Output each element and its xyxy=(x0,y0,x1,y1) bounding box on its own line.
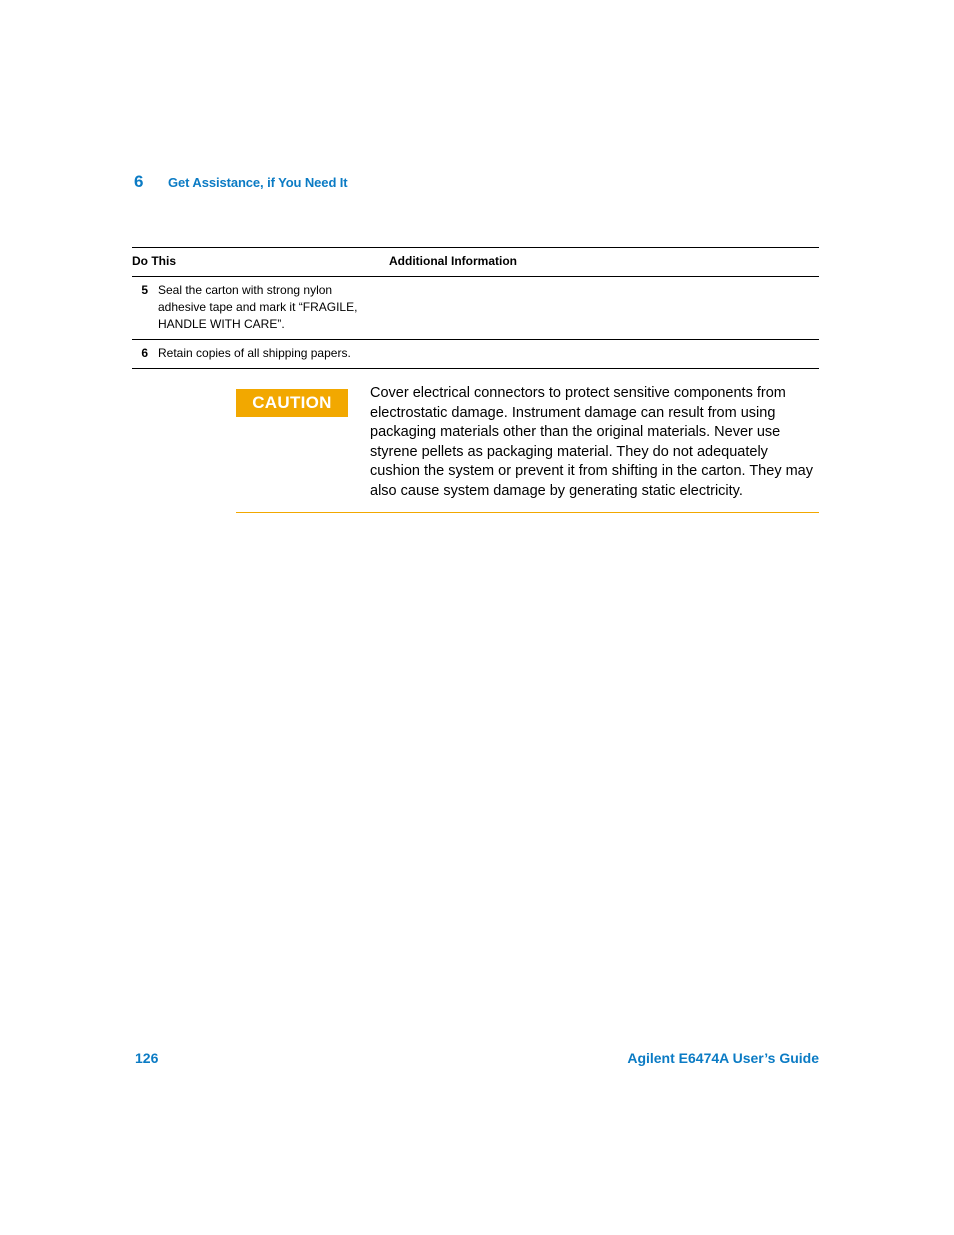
step-number: 5 xyxy=(141,283,148,297)
step-number: 6 xyxy=(141,346,148,360)
info-cell xyxy=(389,340,819,369)
chapter-title: Get Assistance, if You Need It xyxy=(168,175,348,190)
step-text: Seal the carton with strong nylon adhesive tape and mark it “FRAGILE, HANDLE WITH CARE”. xyxy=(158,283,358,331)
table-row xyxy=(132,277,819,340)
table-header-row xyxy=(132,248,819,277)
chapter-number: 6 xyxy=(134,172,144,191)
step-cell xyxy=(132,277,389,340)
table-row xyxy=(132,340,819,369)
step-text: Retain copies of all shipping papers. xyxy=(158,346,351,360)
step-cell xyxy=(132,340,389,369)
caution-block xyxy=(236,383,819,513)
info-cell xyxy=(389,277,819,340)
guide-title: Agilent E6474A User’s Guide xyxy=(627,1050,819,1066)
caution-badge: CAUTION xyxy=(236,389,348,417)
page-number: 126 xyxy=(135,1050,159,1066)
steps-table xyxy=(132,247,819,369)
column-header-do-this: Do This xyxy=(132,248,389,277)
chapter-header xyxy=(134,172,348,192)
column-header-additional-info: Additional Information xyxy=(389,248,819,277)
caution-text: Cover electrical connectors to protect sensitive components from electrostatic damage. Instrument damage can result from using packaging materials other than the original materials. Never use styrene pellets as packaging material. They do not adequately cushion the system or prevent it from shifting in the carton. They may also cause system damage by generating static electricity. xyxy=(370,385,813,499)
